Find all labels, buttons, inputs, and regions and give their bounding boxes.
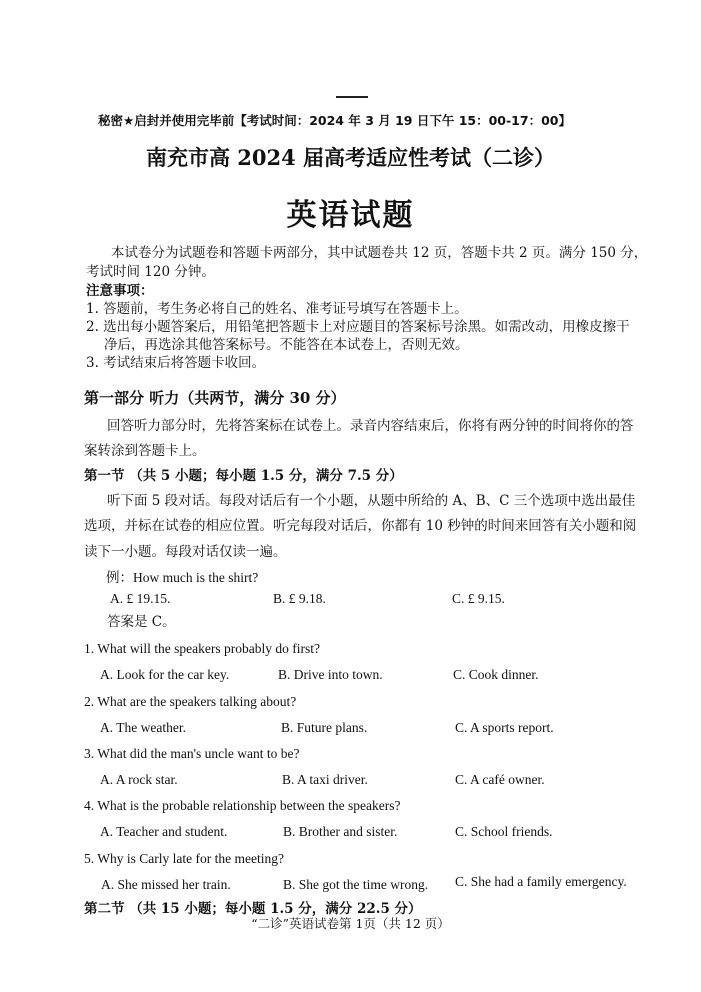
question-3-option-c[interactable]: C. A café owner. [455, 772, 545, 787]
question-5-option-b[interactable]: B. She got the time wrong. [283, 877, 429, 892]
question-3: 3. What did the man's uncle want to be? [84, 746, 300, 761]
question-5-option-a[interactable]: A. She missed her train. [101, 877, 231, 892]
example-option-c: C. £ 9.15. [452, 591, 505, 606]
notes-item-1: 1. 答题前，考生务必将自己的姓名、准考证号填写在答题卡上。 [86, 301, 468, 317]
question-4: 4. What is the probable relationship between the speakers? [84, 798, 401, 813]
top-rule [336, 96, 368, 98]
notes-heading: 注意事项： [86, 283, 154, 299]
exam-title: 南充市高 2024 届高考适应性考试（二诊） [145, 145, 556, 170]
notes-item-2-line-1: 2. 选出每小题答案后，用铅笔把答题卡上对应题目的答案标号涂黑。如需改动，用橡皮擦干 [86, 319, 630, 335]
question-4-option-a[interactable]: A. Teacher and student. [100, 824, 228, 839]
example-answer: 答案是 C。 [107, 614, 176, 630]
section-1-title: 第一节 （共 5 小题；每小题 1.5 分，满分 7.5 分） [84, 468, 403, 484]
question-3-option-a[interactable]: A. A rock star. [100, 772, 178, 787]
section-1-desc-line-2: 选项，并标在试卷的相应位置。听完每段对话后，你都有 10 秒钟的时间来回答有关小题和阅 [84, 518, 637, 534]
example-option-b: B. £ 9.18. [273, 591, 326, 606]
question-5-option-c[interactable]: C. She had a family emergency. [455, 874, 627, 889]
question-3-option-b[interactable]: B. A taxi driver. [282, 772, 368, 787]
confidential-header: 秘密★启封并使用完毕前【考试时间：2024 年 3 月 19 日下午 15：00-17：00】 [98, 113, 571, 128]
question-1-option-c[interactable]: C. Cook dinner. [453, 667, 539, 682]
question-2-option-b[interactable]: B. Future plans. [281, 720, 368, 735]
example-question: 例：How much is the shirt? [106, 570, 259, 585]
part-1-desc-line-2: 案转涂到答题卡上。 [84, 443, 206, 459]
question-2-option-c[interactable]: C. A sports report. [455, 720, 554, 735]
section-1-desc-line-1: 听下面 5 段对话。每段对话后有一个小题，从题中所给的 A、B、C 三个选项中选出最佳 [107, 493, 636, 509]
question-1-option-b[interactable]: B. Drive into town. [278, 667, 383, 682]
question-2: 2. What are the speakers talking about? [84, 694, 297, 709]
part-1-desc-line-1: 回答听力部分时，先将答案标在试卷上。录音内容结束后，你将有两分钟的时间将你的答 [107, 418, 634, 434]
intro-line-2: 考试时间 120 分钟。 [86, 264, 215, 280]
section-1-desc-line-3: 读下一小题。每段对话仅读一遍。 [84, 544, 287, 560]
question-1-option-a[interactable]: A. Look for the car key. [100, 667, 230, 682]
page-footer: “二诊”英语试卷第 1页（共 12 页） [251, 916, 450, 931]
question-4-option-b[interactable]: B. Brother and sister. [283, 824, 398, 839]
question-4-option-c[interactable]: C. School friends. [455, 824, 553, 839]
question-2-option-a[interactable]: A. The weather. [100, 720, 186, 735]
notes-item-3: 3. 考试结束后将答题卡收回。 [86, 355, 266, 371]
intro-line-1: 本试卷分为试题卷和答题卡两部分，其中试题卷共 12 页，答题卡共 2 页。满分 150 分， [111, 245, 648, 261]
example-option-a: A. £ 19.15. [110, 591, 171, 606]
notes-item-2-line-2: 净后，再选涂其他答案标号。不能答在本试卷上，否则无效。 [104, 337, 469, 353]
subject-title: 英语试题 [286, 198, 415, 233]
question-5: 5. Why is Carly late for the meeting? [84, 851, 284, 866]
section-2-title: 第二节 （共 15 小题；每小题 1.5 分，满分 22.5 分） [84, 901, 422, 917]
part-1-title: 第一部分 听力（共两节，满分 30 分） [84, 389, 346, 407]
question-1: 1. What will the speakers probably do first? [84, 641, 320, 656]
